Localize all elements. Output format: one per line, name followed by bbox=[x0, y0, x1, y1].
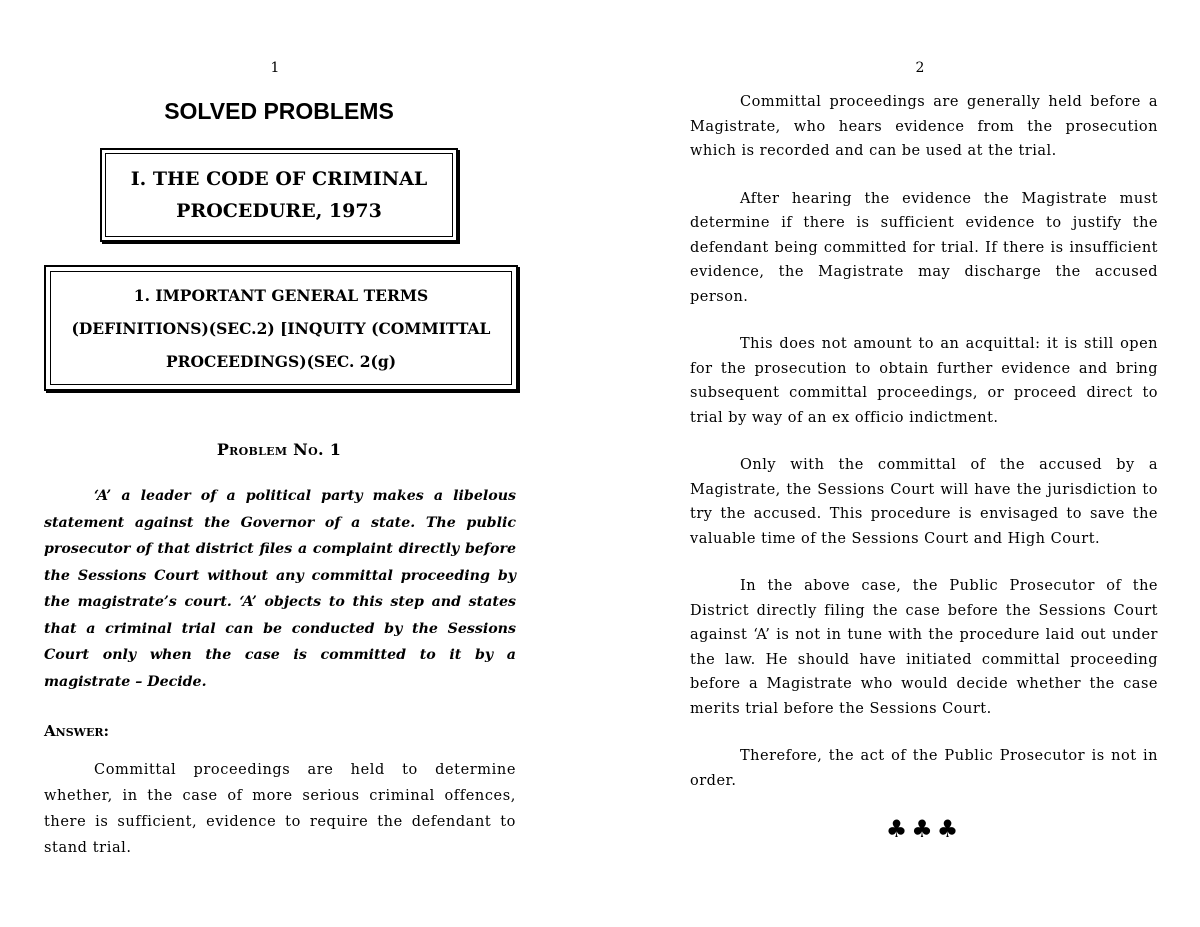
answer-label: Answer: bbox=[44, 722, 110, 740]
section-heading-inner bbox=[50, 271, 512, 385]
section-heading-line-1: 1. IMPORTANT GENERAL TERMS bbox=[133, 285, 429, 305]
paragraph: After hearing the evidence the Magistrate must determine if there is sufficient evidence to justify the defendant being committed for trial. If there is insufficient evidence, the Magistrate may discharge the accused person. bbox=[690, 190, 1158, 305]
problem-heading: Problem No. 1 bbox=[216, 440, 342, 459]
section-heading-line-3: PROCEEDINGS)(SEC. 2(g) bbox=[165, 351, 397, 371]
left-page bbox=[40, 0, 518, 927]
chapter-heading-line-2: PROCEDURE, 1973 bbox=[176, 200, 382, 222]
clubs-ornament-icon: ♣♣♣ bbox=[885, 815, 963, 843]
paragraph: This does not amount to an acquittal: it is still open for the prosecution to obtain further evidence and bring subsequent committal proceedings, or proceed direct to trial by way of an ex officio indictment. bbox=[690, 336, 1158, 426]
problem-statement: ‘A’ a leader of a political party makes a libelous statement against the Governor of a state. The public prosecutor of that district files a complaint directly before the Sessions Court without any committal proceeding by the magistrate’s court. ‘A’ objects to this step and states that a criminal trial can be conducted by the Sessions Court only when the case is committed to it by a magistrate – Decide. bbox=[44, 488, 516, 690]
paragraph: Committal proceedings are generally held before a Magistrate, who hears evidence from the prosecution which is recorded and can be used at the trial. bbox=[690, 94, 1158, 159]
page-number-right: 2 bbox=[915, 60, 925, 76]
paragraph: Therefore, the act of the Public Prosecutor is not in order. bbox=[690, 748, 1158, 789]
right-page bbox=[690, 0, 1158, 927]
answer-text: Committal proceedings are held to determine whether, in the case of more serious criminal offences, there is sufficient, evidence to require the defendant to stand trial. bbox=[44, 762, 516, 856]
chapter-heading-inner bbox=[105, 153, 453, 237]
page-number-left: 1 bbox=[270, 60, 280, 76]
document-title: SOLVED PROBLEMS bbox=[164, 98, 394, 124]
section-heading-box bbox=[44, 265, 518, 391]
paragraph: In the above case, the Public Prosecutor of the District directly filing the case before the Sessions Court against ‘A’ is not in tune with the procedure laid out under the law. He should have initiated committal proceeding before a Magistrate who would decide whether the case merits trial before the Sessions Court. bbox=[690, 578, 1158, 717]
chapter-heading-box bbox=[100, 148, 458, 242]
chapter-heading-line-1: I. THE CODE OF CRIMINAL bbox=[130, 168, 428, 190]
paragraph: Only with the committal of the accused by a Magistrate, the Sessions Court will have the jurisdiction to try the accused. This procedure is envisaged to save the valuable time of the Sessions Court and High Court. bbox=[690, 457, 1158, 547]
section-heading-line-2: (DEFINITIONS)(SEC.2) [INQUITY (COMMITTAL bbox=[71, 318, 491, 338]
right-page-body bbox=[690, 90, 1158, 816]
